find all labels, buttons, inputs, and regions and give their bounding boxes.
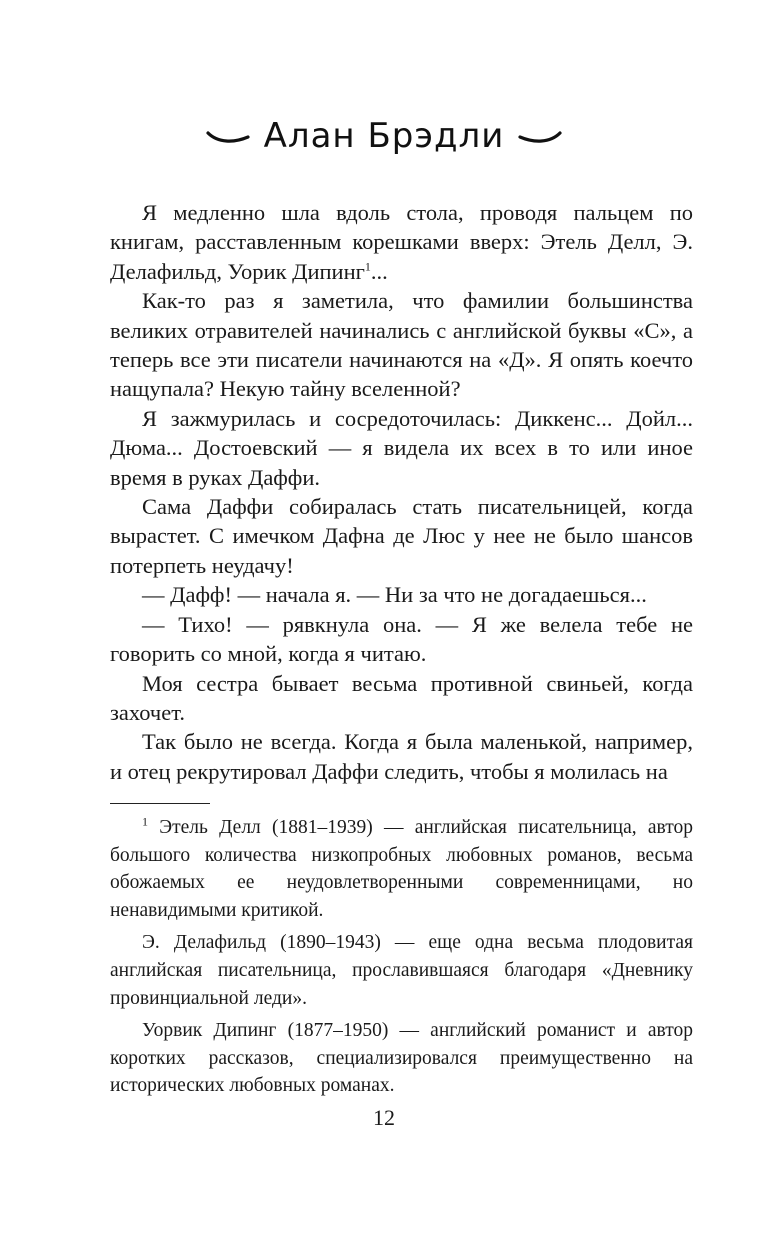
footnote: Уорвик Дипинг (1877–1950) — английский романист и автор коротких рассказов, специализировался преимущественно на исторических любовных романах.: [110, 1020, 693, 1097]
paragraph: — Тихо! — рявкнула она. — Я же велела тебе не говорить со мной, когда я читаю.: [110, 611, 693, 667]
left-swash-ornament: [206, 128, 250, 144]
paragraph: Я зажмурилась и сосредоточилась: Диккенс... Дойл... Дюма... Достоевский — я видела их всех в то или иное время в руках Даффи.: [110, 405, 693, 490]
paragraph: Как-то раз я заметила, что фамилии большинства великих отравителей начинались с английской буквы «С», а теперь все эти писатели начинаются на «Д». Я опять коечто нащупала? Некую тайну вселенной?: [110, 288, 693, 402]
right-swash-ornament: [518, 128, 562, 144]
main-text: [110, 198, 693, 786]
running-header: [0, 112, 768, 160]
page-number: 12: [373, 1105, 395, 1130]
running-header-title: Алан Брэдли: [263, 116, 505, 156]
paragraph: [110, 198, 693, 286]
paragraph-text: Я медленно шла вдоль стола, проводя пальцем по книгам, расставленным корешками вверх: Этель Делл, Э. Делафильд, Уорик Дипинг: [110, 200, 693, 284]
footnote-reference[interactable]: 1: [364, 259, 371, 274]
footnote-text: Этель Делл (1881–1939) — английская писательница, автор большого количества низкопробных любовных романов, весьма обожаемых ее неудовлетворенными современницами, но ненавидимыми критикой.: [110, 817, 694, 921]
paragraph: Сама Даффи собиралась стать писательницей, когда вырастет. С имечком Дафна де Люс у нее не было шансов потерпеть неудачу!: [110, 494, 693, 578]
footnote-marker: 1: [142, 814, 148, 829]
paragraph: Так было не всегда. Когда я была маленькой, например, и отец рекрутировал Даффи следить, чтобы я молилась на: [110, 729, 693, 784]
ellipsis: ...: [370, 258, 388, 284]
footnote: Э. Делафильд (1890–1943) — еще одна весьма плодовитая английская писательница, прославившаяся благодаря «Дневнику провинциальной леди».: [110, 932, 693, 1009]
paragraph: — Дафф! — начала я. — Ни за что не догадаешься...: [142, 582, 647, 608]
footnote: [110, 814, 693, 924]
paragraph: Моя сестра бывает весьма противной свиньей, когда захочет.: [110, 670, 693, 725]
footnotes: [110, 814, 693, 1100]
footnote-separator: [110, 803, 210, 804]
